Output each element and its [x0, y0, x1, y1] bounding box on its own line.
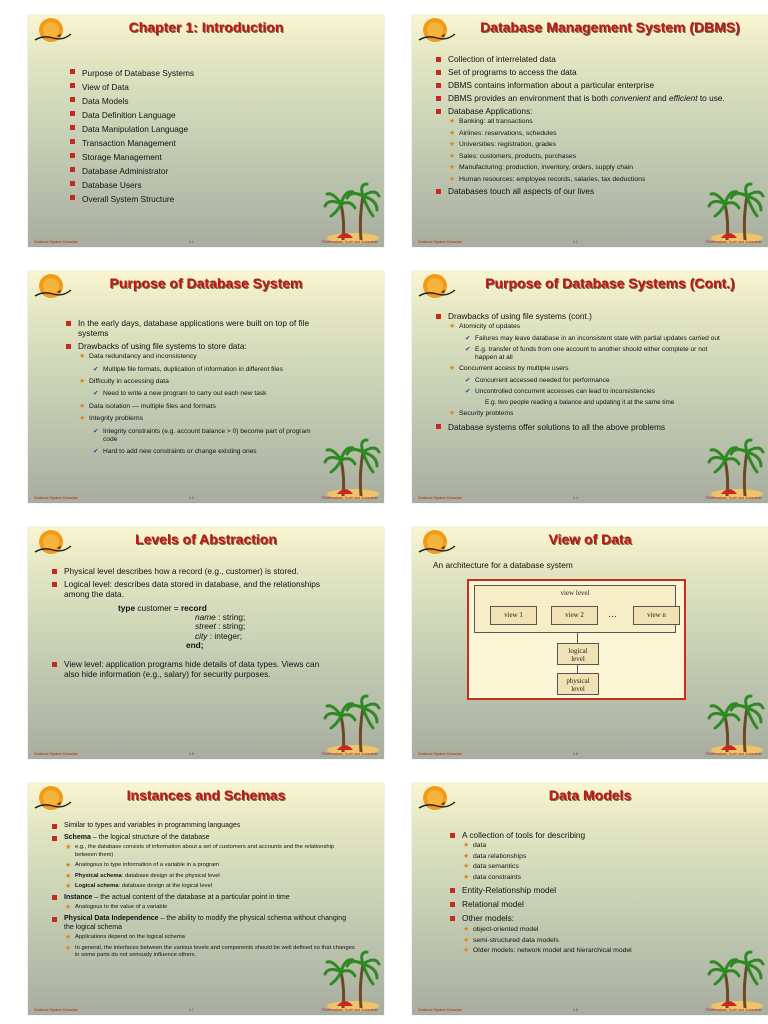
- list-item: [52, 833, 357, 891]
- list-item: ★ Applications depend on the logical schema: [64, 934, 357, 942]
- text-span: DBMS provides an environment that is both: [448, 93, 611, 103]
- term: Schema: [64, 834, 91, 841]
- list-item: Physical level describes how a record (e.g., customer) is stored.: [52, 566, 344, 576]
- footer-page: 1.4: [573, 496, 578, 500]
- list-item: [450, 913, 730, 956]
- bullet-list: [450, 830, 730, 956]
- code-line: [118, 632, 318, 641]
- list-item: [52, 914, 357, 960]
- footer-copyright: ©Silberschatz, Korth and Sudarshan: [705, 496, 762, 500]
- slide-instances-schemas: [28, 783, 384, 1015]
- bullet-list: [436, 54, 736, 196]
- list-item: Similar to types and variables in programming languages: [52, 821, 357, 830]
- view-box: view 2: [551, 606, 598, 625]
- sub-list: [448, 323, 728, 419]
- list-item: Data Manipulation Language: [70, 122, 360, 136]
- keyword: record: [180, 603, 207, 613]
- list-item: ✔ Need to write a new program to carry out each new task: [93, 390, 324, 398]
- code-line: [118, 641, 318, 650]
- list-item: Storage Management: [70, 150, 360, 164]
- slide-title: Purpose of Database Systems (Cont.): [485, 275, 735, 291]
- sub-list: [78, 353, 324, 456]
- type-definition: [118, 604, 318, 650]
- slide-footer: [418, 238, 762, 244]
- list-item: ★ Analogous to type information of a variable in a program: [64, 862, 357, 870]
- list-item: ✔ E.g. transfer of funds from one account to another should either complete or not happen at all: [465, 346, 728, 363]
- list-item: E.g. two people reading a balance and updating it at the same time: [485, 399, 675, 407]
- list-item: ★ data semantics: [462, 863, 730, 872]
- slide-footer: [34, 494, 378, 500]
- list-item: ★ Banking: all transactions: [448, 118, 736, 127]
- footer-page: 1.5: [189, 752, 194, 756]
- slide-title: Levels of Abstraction: [135, 531, 277, 547]
- footer-course: Database System Concepts: [34, 752, 78, 756]
- list-item: Database systems offer solutions to all the above problems: [436, 422, 728, 432]
- text-span: Concurrent access by multiple users: [459, 365, 569, 373]
- list-item: Database Administrator: [70, 164, 360, 178]
- slide-subtitle: An architecture for a database system: [433, 560, 573, 570]
- list-item: [78, 353, 324, 374]
- palm-island-icon: [323, 438, 381, 500]
- footer-course: Database System Concepts: [34, 496, 78, 500]
- slide-title: Data Models: [548, 787, 632, 803]
- slide-data-models: [412, 783, 768, 1015]
- footer-course: Database System Concepts: [34, 1008, 78, 1012]
- list-item: Transaction Management: [70, 136, 360, 150]
- list-item: Database Users: [70, 178, 360, 192]
- slide-title: Chapter 1: Introduction: [128, 19, 284, 35]
- list-item: Entity-Relationship model: [450, 885, 730, 895]
- list-item: ★ data relationships: [462, 853, 730, 862]
- text-span: : database design at the logical level: [118, 883, 212, 889]
- list-item: [64, 883, 357, 891]
- text-span: – the logical structure of the database: [90, 834, 210, 841]
- ellipsis: …: [608, 609, 617, 619]
- list-item: ★ In general, the interfaces between the various levels and components should be well defined so that changes in some parts do not seriously influence others.: [64, 945, 357, 960]
- footer-copyright: ©Silberschatz, Korth and Sudarshan: [705, 1008, 762, 1012]
- footer-copyright: ©Silberschatz, Korth and Sudarshan: [321, 752, 378, 756]
- list-item: [448, 323, 728, 362]
- bullet-list: [52, 821, 357, 960]
- list-item: ★ Manufacturing: production, inventory, orders, supply chain: [448, 164, 736, 173]
- list-item: ✔ Failures may leave database in an inconsistent state with partial updates carried out: [465, 335, 728, 343]
- list-item: ★ data constraints: [462, 874, 730, 883]
- term: Physical Data Independence: [64, 915, 159, 922]
- list-item: Databases touch all aspects of our lives: [436, 186, 736, 196]
- code-text: : string;: [215, 612, 246, 623]
- keyword: type: [118, 603, 136, 613]
- list-item: ★ Airlines: reservations, schedules: [448, 130, 736, 139]
- list-item: [436, 106, 736, 184]
- footer-page: 1.6: [573, 752, 578, 756]
- footer-course: Database System Concepts: [34, 240, 78, 244]
- list-item: Logical level: describes data stored in database, and the relationships among the data.: [52, 579, 344, 599]
- list-item: ★ Universities: registration, grades: [448, 141, 736, 150]
- sub-sub-list: [465, 377, 728, 408]
- slide-title: Database Management System (DBMS): [480, 19, 740, 35]
- text-span: A collection of tools for describing: [462, 830, 586, 840]
- list-item: Set of programs to access the data: [436, 67, 736, 77]
- footer-course: Database System Concepts: [418, 240, 462, 244]
- palm-island-icon: [707, 950, 765, 1012]
- footer-copyright: ©Silberschatz, Korth and Sudarshan: [321, 240, 378, 244]
- footer-page: 1.3: [189, 496, 194, 500]
- code-text: customer =: [135, 603, 181, 613]
- text-span: Atomicity of updates: [459, 323, 521, 330]
- sub-sub-sub-list: [475, 399, 728, 407]
- footer-page: 1.7: [189, 1008, 194, 1012]
- list-item: ✔ Integrity constraints (e.g. account balance > 0) become part of program code: [93, 428, 324, 445]
- list-item: Data Definition Language: [70, 108, 360, 122]
- list-item: [78, 415, 324, 456]
- term: Instance: [64, 893, 93, 901]
- slide-purpose: [28, 271, 384, 503]
- list-item: [64, 873, 357, 881]
- list-item: [436, 311, 728, 419]
- view-level-label: view level: [560, 589, 590, 597]
- view-box: view n: [633, 606, 680, 625]
- footer-copyright: ©Silberschatz, Korth and Sudarshan: [705, 752, 762, 756]
- code-text: : integer;: [207, 630, 243, 641]
- list-item: Overall System Structure: [70, 192, 360, 206]
- list-item: [436, 93, 736, 103]
- bullet-list: [436, 311, 728, 432]
- slide-footer: [418, 494, 762, 500]
- sub-sub-list: [93, 366, 324, 374]
- term: Physical schema: [75, 872, 122, 879]
- architecture-diagram: [467, 579, 686, 700]
- list-item: ★ object-oriented model: [462, 926, 730, 935]
- view-box: view 1: [490, 606, 537, 625]
- keyword: end;: [186, 639, 204, 650]
- list-item: Relational model: [450, 899, 730, 909]
- slide-footer: [418, 750, 762, 756]
- sub-list: [64, 934, 357, 960]
- slide-footer: [418, 1006, 762, 1012]
- list-item: DBMS contains information about a particular enterprise: [436, 80, 736, 90]
- text-em: convenient: [610, 93, 651, 103]
- slide-footer: [34, 1006, 378, 1012]
- text-span: to use.: [697, 93, 725, 103]
- slide-title: View of Data: [548, 531, 632, 547]
- list-item: Data Models: [70, 94, 360, 108]
- list-item: ★ Human resources: employee records, salaries, tax deductions: [448, 176, 736, 185]
- list-item: ✔ Hard to add new constraints or change existing ones: [93, 448, 324, 456]
- list-item: View of Data: [70, 80, 360, 94]
- list-item: ✔ Multiple file formats, duplication of information in different files: [93, 366, 324, 374]
- slide-title: Purpose of Database System: [109, 275, 303, 291]
- bullet-list: [52, 566, 344, 599]
- footer-page: 1.2: [573, 240, 578, 244]
- list-item: [78, 378, 324, 399]
- text-span: Drawbacks of using file systems (cont.): [448, 311, 592, 321]
- topic-list: [70, 66, 360, 206]
- view-level-box: [474, 585, 676, 633]
- list-item: ★ Analogous to the value of a variable: [64, 904, 357, 912]
- list-item: ★ Sales: customers, products, purchases: [448, 153, 736, 162]
- slide-purpose-cont: [412, 271, 768, 503]
- list-item: [66, 341, 324, 456]
- logical-level-box: logical level: [557, 643, 599, 665]
- text-span: : database design at the physical level: [121, 872, 220, 879]
- text-span: Integrity problems: [89, 415, 144, 423]
- sub-list: [64, 904, 357, 912]
- term: Logical schema: [75, 883, 119, 889]
- list-item: ✔ Concurrent accessed needed for performance: [465, 377, 728, 385]
- sub-list: [462, 926, 730, 956]
- list-item: ★ data: [462, 842, 730, 851]
- field-name: name: [195, 612, 216, 623]
- slide-view-of-data: [412, 527, 768, 759]
- list-item: ★ semi-structured data models: [462, 937, 730, 946]
- slide-chapter-introduction: [28, 15, 384, 247]
- footer-page: 1.8: [573, 1008, 578, 1012]
- connector-line: [577, 633, 578, 643]
- text-span: – the ability to modify the physical schema without changing the logical schema: [64, 915, 347, 931]
- slide-footer: [34, 238, 378, 244]
- text-span: Other models:: [462, 913, 515, 923]
- text-span: and: [650, 93, 669, 103]
- text-span: Uncontrolled concurrent accesses can lead to inconsistencies: [475, 388, 655, 396]
- text-span: Drawbacks of using file systems to store data:: [78, 341, 247, 351]
- palm-island-icon: [323, 694, 381, 756]
- slide-dbms: [412, 15, 768, 247]
- field-name: street: [195, 621, 216, 632]
- palm-island-icon: [707, 694, 765, 756]
- sub-sub-list: [93, 390, 324, 398]
- sub-list: [64, 844, 357, 891]
- slide-title: Instances and Schemas: [126, 787, 286, 803]
- list-item: [448, 365, 728, 407]
- text-span: – the actual content of the database at a particular point in time: [92, 893, 290, 901]
- field-name: city: [195, 630, 208, 641]
- sub-list: [448, 118, 736, 184]
- text-em: efficient: [668, 93, 698, 103]
- list-item: ★ Older models: network model and hierarchical model: [462, 947, 730, 956]
- sub-sub-list: [465, 335, 728, 363]
- slide-footer: [34, 750, 378, 756]
- list-item: In the early days, database applications were built on top of file systems: [66, 318, 324, 338]
- physical-level-box: physical level: [557, 673, 599, 695]
- sub-list: [462, 842, 730, 882]
- footer-course: Database System Concepts: [418, 752, 462, 756]
- list-item: Purpose of Database Systems: [70, 66, 360, 80]
- text-span: Data redundancy and inconsistency: [89, 353, 197, 360]
- footer-copyright: ©Silberschatz, Korth and Sudarshan: [705, 240, 762, 244]
- footer-page: 1.1: [189, 240, 194, 244]
- text-span: Difficulty in accessing data: [89, 377, 169, 385]
- footer-course: Database System Concepts: [418, 1008, 462, 1012]
- list-item: ★ e.g., the database consists of information about a set of customers and accounts and the relationship between them): [64, 844, 357, 859]
- palm-island-icon: [323, 950, 381, 1012]
- palm-island-icon: [323, 182, 381, 244]
- text-span: Database Applications:: [448, 106, 533, 116]
- bullet-list: [52, 659, 324, 679]
- footer-course: Database System Concepts: [418, 496, 462, 500]
- bullet-list: [66, 318, 324, 456]
- footer-copyright: ©Silberschatz, Korth and Sudarshan: [321, 496, 378, 500]
- palm-island-icon: [707, 182, 765, 244]
- list-item: ★ Security problems: [448, 410, 728, 419]
- list-item: [450, 830, 730, 882]
- list-item: [465, 388, 728, 407]
- connector-line: [577, 665, 578, 673]
- list-item: Collection of interrelated data: [436, 54, 736, 64]
- palm-island-icon: [707, 438, 765, 500]
- list-item: [52, 893, 357, 912]
- code-text: : string;: [215, 621, 246, 632]
- list-item: ★ Data isolation — multiple files and formats: [78, 403, 324, 412]
- slide-levels-of-abstraction: [28, 527, 384, 759]
- list-item: View level: application programs hide details of data types. Views can also hide information (e.g., salary) for security purposes.: [52, 659, 324, 679]
- footer-copyright: ©Silberschatz, Korth and Sudarshan: [321, 1008, 378, 1012]
- sub-sub-list: [93, 428, 324, 457]
